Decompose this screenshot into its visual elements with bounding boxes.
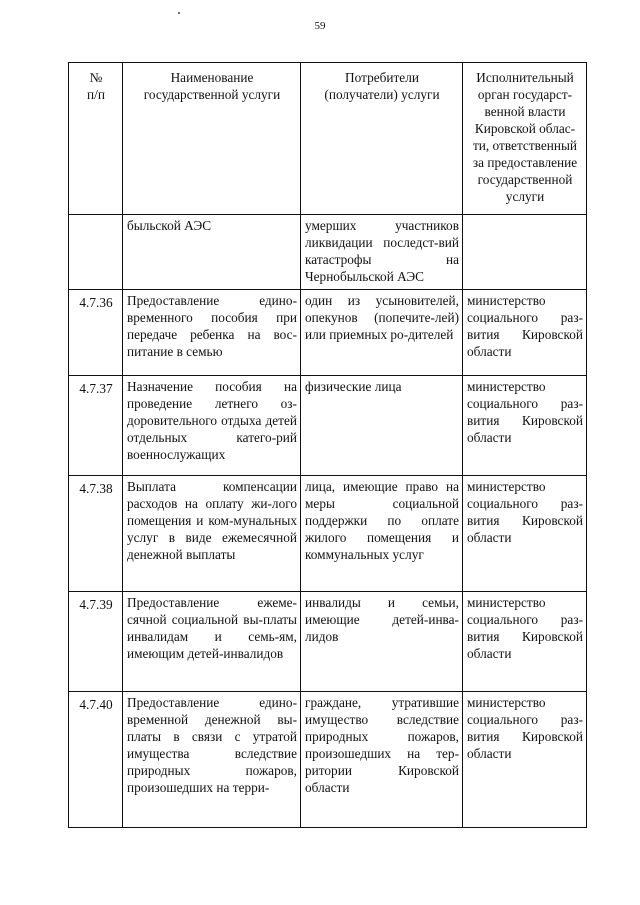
row-authority (463, 215, 587, 290)
row-number: 4.7.40 (69, 692, 123, 828)
row-service: Выплата компенсации расходов на оплату жи-лого помещения и ком-мунальных услуг в виде ежемесячной денежной выплаты (123, 476, 301, 592)
scan-dot (178, 12, 180, 14)
header-number: № п/п (69, 63, 123, 215)
row-service: Назначение пособия на проведение летнего оз-доровительного отдыха детей отдельных катего-рий военнослужащих (123, 376, 301, 476)
row-number: 4.7.37 (69, 376, 123, 476)
table-row (69, 376, 587, 476)
row-number: 4.7.39 (69, 592, 123, 692)
table-row (69, 592, 587, 692)
row-number: 4.7.38 (69, 476, 123, 592)
header-row (69, 63, 587, 215)
header-consumers: Потребители (получатели) услуги (301, 63, 463, 215)
table-row (69, 476, 587, 592)
table-row (69, 692, 587, 828)
table-row (69, 290, 587, 376)
table-row (69, 215, 587, 290)
row-service: Предоставление едино-временной денежной вы-платы в связи с утратой имущества вследствие природных пожаров, произошедших на терри- (123, 692, 301, 828)
row-authority: министерство социального раз-вития Кировской области (463, 290, 587, 376)
row-authority: министерство социального раз-вития Кировской области (463, 692, 587, 828)
row-authority: министерство социального раз-вития Кировской области (463, 476, 587, 592)
row-authority: министерство социального раз-вития Кировской области (463, 592, 587, 692)
row-consumers: граждане, утратившие имущество вследствие природных пожаров, произошедших на тер-ритории Кировской области (301, 692, 463, 828)
row-authority: министерство социального раз-вития Кировской области (463, 376, 587, 476)
row-consumers: лица, имеющие право на меры социальной поддержки по оплате жилого помещения и коммунальных услуг (301, 476, 463, 592)
header-authority: Исполнительный орган государст- венной власти Кировской облас- ти, ответственный за предоставление государственной услуги (463, 63, 587, 215)
row-service: Предоставление ежеме-сячной социальной вы-платы инвалидам и семь-ям, имеющим детей-инвалидов (123, 592, 301, 692)
header-service: Наименование государственной услуги (123, 63, 301, 215)
row-consumers: физические лица (301, 376, 463, 476)
row-service: быльской АЭС (123, 215, 301, 290)
services-table (68, 62, 587, 828)
page-number: 59 (314, 20, 326, 32)
row-number (69, 215, 123, 290)
row-number: 4.7.36 (69, 290, 123, 376)
row-consumers: умерших участников ликвидации последст-вий катастрофы на Чернобыльской АЭС (301, 215, 463, 290)
row-service: Предоставление едино-временного пособия при передаче ребенка на вос-питание в семью (123, 290, 301, 376)
row-consumers: инвалиды и семьи, имеющие детей-инва-лидов (301, 592, 463, 692)
row-consumers: один из усыновителей, опекунов (попечите-лей) или приемных ро-дителей (301, 290, 463, 376)
